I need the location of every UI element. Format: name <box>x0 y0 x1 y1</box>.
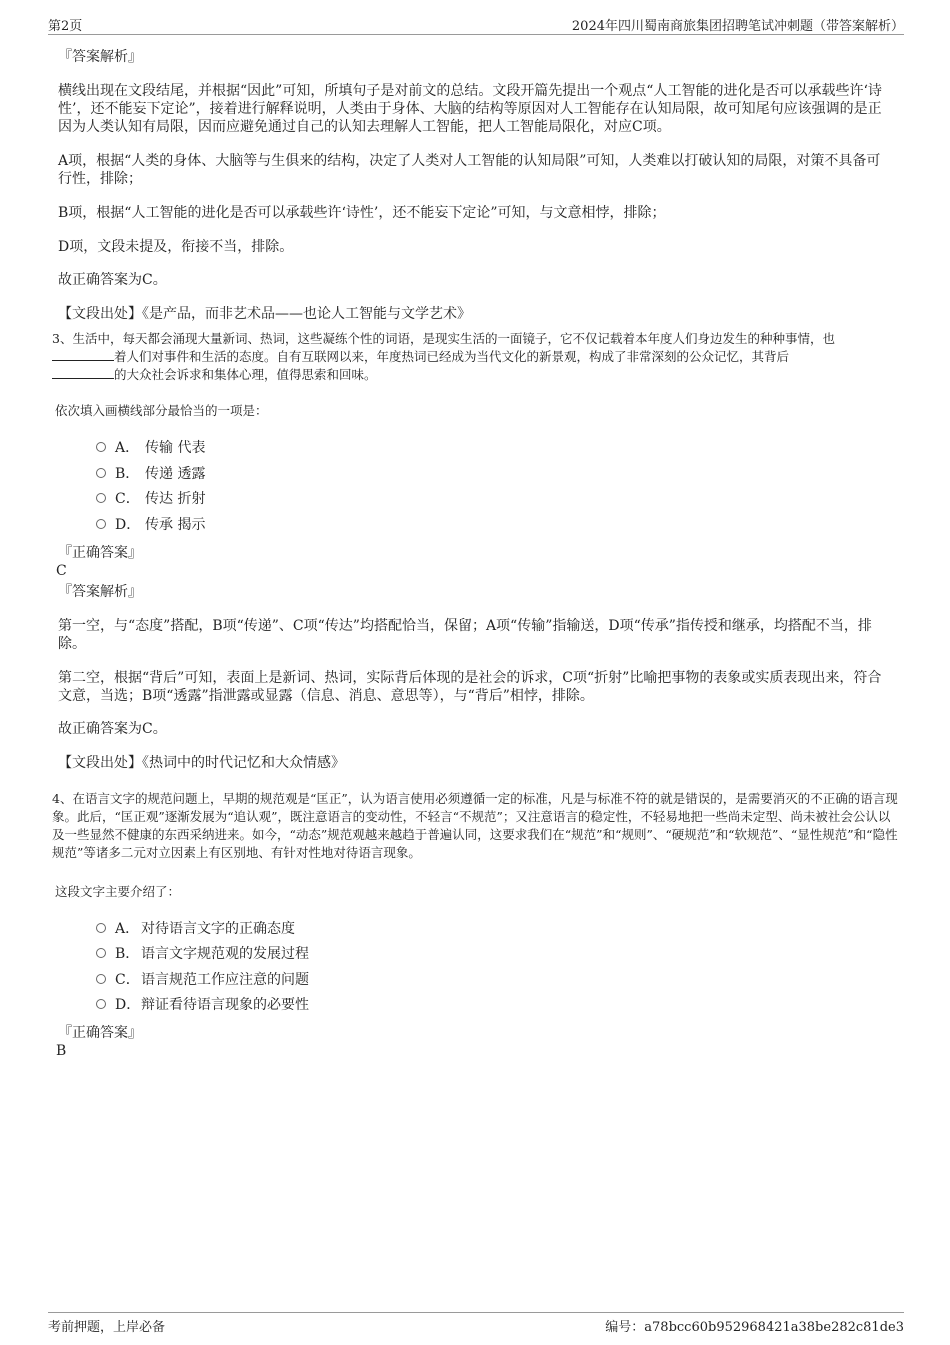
analysis-paragraph: 横线出现在文段结尾，并根据“因此”可知，所填句子是对前文的总结。文段开篇先提出一个观点“人工智能的进化是否可以承载些许‘诗性’，还不能妄下定论”，接着进行解释说明，人类由于身体、大脑的结构等原因对人工智能存在认知局限，故可知尾句应该强调的是正因为人类认知有局限，因而应避免通过自己的认知去理解人工智能，把人工智能局限化，对应C项。 <box>58 83 882 135</box>
option-b[interactable]: B． 语言文字规范观的发展过程 <box>96 945 309 963</box>
correct-answer: B <box>56 1043 67 1059</box>
question-prompt: 依次填入画横线部分最恰当的一项是： <box>55 403 268 418</box>
analysis-heading: 『答案解析』 <box>58 49 142 65</box>
radio-icon[interactable] <box>96 468 106 478</box>
option-d[interactable]: D． 传承 揭示 <box>96 516 205 534</box>
radio-icon[interactable] <box>96 923 106 933</box>
passage-source: 【文段出处】《热词中的时代记忆和大众情感》 <box>58 755 345 771</box>
question-stem-line: 着人们对事件和生活的态度。自有互联网以来，年度热词已经成为当代文化的新景观，构成了非常深刻的公众记忆，其背后 <box>114 349 790 364</box>
option-d[interactable]: D．辩证看待语言现象的必要性 <box>96 996 309 1014</box>
option-a[interactable]: A． 传输 代表 <box>96 439 205 457</box>
question-stem: 4、在语言文字的规范问题上，早期的规范观是“匡正”，认为语言使用必须遵循一定的标准，凡是与标准不符的就是错误的，是需要消灭的不正确的语言现象。此后，“匡正观”逐渐发展为“追认观”，既注意语言的变动性，不轻言“不规范”；又注意语言的稳定性，不轻易地把一些尚未定型、尚未被社会公认以及一些显然不健康的东西采纳进来。如今，“动态”规范观越来越趋于普遍认同，这要求我们在“规范”和“规则”、“硬规范”和“软规范”、“显性规范”和“隐性规范”等诸多二元对立因素上有区别地、有针对性地对待语言现象。 <box>52 791 898 860</box>
radio-icon[interactable] <box>96 974 106 984</box>
radio-icon[interactable] <box>96 999 106 1009</box>
radio-icon[interactable] <box>96 948 106 958</box>
document-code <box>605 1316 904 1335</box>
analysis-paragraph: A项，根据“人类的身体、大脑等与生俱来的结构，决定了人类对人工智能的认知局限”可知，人类难以打破认知的局限，对策不具备可行性，排除； <box>58 153 881 187</box>
option-c[interactable]: C．语言规范工作应注意的问题 <box>96 971 309 989</box>
document-code-value: a78bcc60b952968421a38be282c81de3 <box>644 1320 904 1335</box>
analysis-paragraph: D项，文段未提及，衔接不当，排除。 <box>58 239 294 255</box>
question-stem-line: 的大众社会诉求和集体心理，值得思索和回味。 <box>114 367 377 382</box>
option-c[interactable]: C． 传达 折射 <box>96 490 205 508</box>
page-footer <box>48 1312 904 1335</box>
passage-source: 【文段出处】《是产品，而非艺术品——也论人工智能与文学艺术》 <box>58 306 471 322</box>
answer-blank <box>52 348 114 361</box>
correct-answer: C <box>56 563 67 579</box>
page-header <box>48 14 904 35</box>
answer-blank <box>52 366 114 379</box>
radio-icon[interactable] <box>96 519 106 529</box>
document-title: 2024年四川蜀南商旅集团招聘笔试冲刺题（带答案解析） <box>571 19 904 34</box>
question-prompt: 这段文字主要介绍了： <box>55 884 181 899</box>
analysis-paragraph: 第一空，与“态度”搭配，B项“传递”、C项“传达”均搭配恰当，保留；A项“传输”指输送，D项“传承”指传授和继承，均搭配不当，排除。 <box>58 618 872 652</box>
question-stem <box>52 330 902 384</box>
answer-conclusion: 故正确答案为C。 <box>58 272 167 288</box>
radio-icon[interactable] <box>96 493 106 503</box>
page-number: 第2页 <box>48 19 83 34</box>
option-b[interactable]: B． 传递 透露 <box>96 465 205 483</box>
option-a[interactable]: A． 对待语言文字的正确态度 <box>96 920 295 938</box>
analysis-heading: 『答案解析』 <box>58 584 142 600</box>
analysis-paragraph: B项，根据“人工智能的进化是否可以承载些许‘诗性’，还不能妄下定论”可知，与文意相悖，排除； <box>58 205 666 221</box>
correct-answer-heading: 『正确答案』 <box>58 545 142 561</box>
analysis-paragraph: 第二空，根据“背后”可知，表面上是新词、热词，实际背后体现的是社会的诉求，C项“折射”比喻把事物的表象或实质表现出来，符合文意，当选；B项“透露”指泄露或显露（信息、消息、意思等），与“背后”相悖，排除。 <box>58 670 882 704</box>
footer-slogan: 考前押题，上岸必备 <box>48 1320 166 1335</box>
document-code-label: 编号： <box>605 1320 645 1335</box>
answer-conclusion: 故正确答案为C。 <box>58 721 167 737</box>
question-stem-line: 3、生活中，每天都会涌现大量新词、热词，这些凝练个性的词语，是现实生活的一面镜子，它不仅记载着本年度人们身边发生的种种事情，也 <box>52 331 835 346</box>
correct-answer-heading: 『正确答案』 <box>58 1025 142 1041</box>
radio-icon[interactable] <box>96 442 106 452</box>
